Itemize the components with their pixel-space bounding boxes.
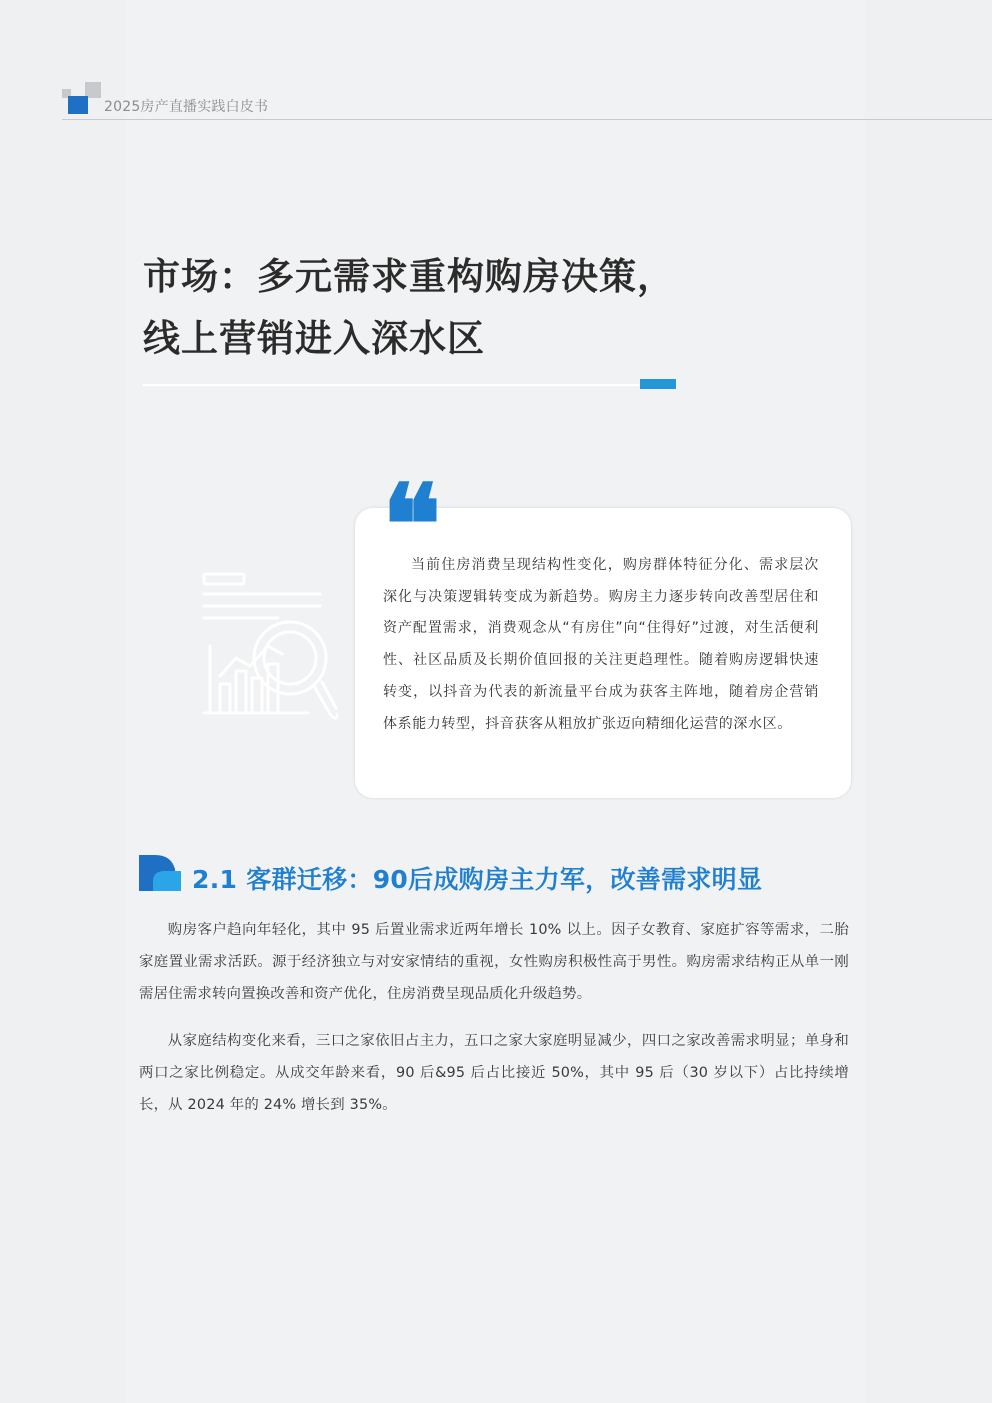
report-magnifier-icon [198,566,338,736]
header-divider [62,119,992,120]
page-title-line-1: 市场：多元需求重构购房决策， [143,255,675,298]
body-paragraph-1: 购房客户趋向年轻化，其中 95 后置业需求近两年增长 10% 以上。因子女教育、家庭扩容等需求，二胎家庭置业需求活跃。源于经济独立与对安家情结的重视，女性购房积极性高于男性。购房需求结构正从单一刚需居住需求转向置换改善和资产优化，住房消费呈现品质化升级趋势。 [139,922,849,1002]
quote-text: 当前住房消费呈现结构性变化，购房群体特征分化、需求层次深化与决策逻辑转变成为新趋势。购房主力逐步转向改善型居住和资产配置需求，消费观念从“有房住”向“住得好”过渡，对生活便利性、社区品质及长期价值回报的关注更趋理性。随着购房逻辑快速转变，以抖音为代表的新流量平台成为获客主阵地，随着房企营销体系能力转型，抖音获客从粗放扩张迈向精细化运营的深水区。 [383,557,819,732]
page-title-line-2: 线上营销进入深水区 [143,317,485,360]
section-title: 2.1 客群迁移：90后成购房主力军，改善需求明显 [192,865,763,894]
header-title: 2025房产直播实践白皮书 [104,99,269,115]
quote-mark-icon: ❝ [382,460,442,589]
header-logo-icon [62,82,102,114]
title-accent-bar [640,379,676,389]
title-divider [143,384,643,386]
section-marker-icon [139,855,181,891]
page-title [143,246,783,370]
body-paragraph-2: 从家庭结构变化来看，三口之家依旧占主力，五口之家大家庭明显减少，四口之家改善需求明显；单身和两口之家比例稳定。从成交年龄来看，90 后&95 后占比接近 50%，其中 95 后（30 岁以下）占比持续增长，从 2024 年的 24% 增长到 35%。 [139,1033,849,1113]
